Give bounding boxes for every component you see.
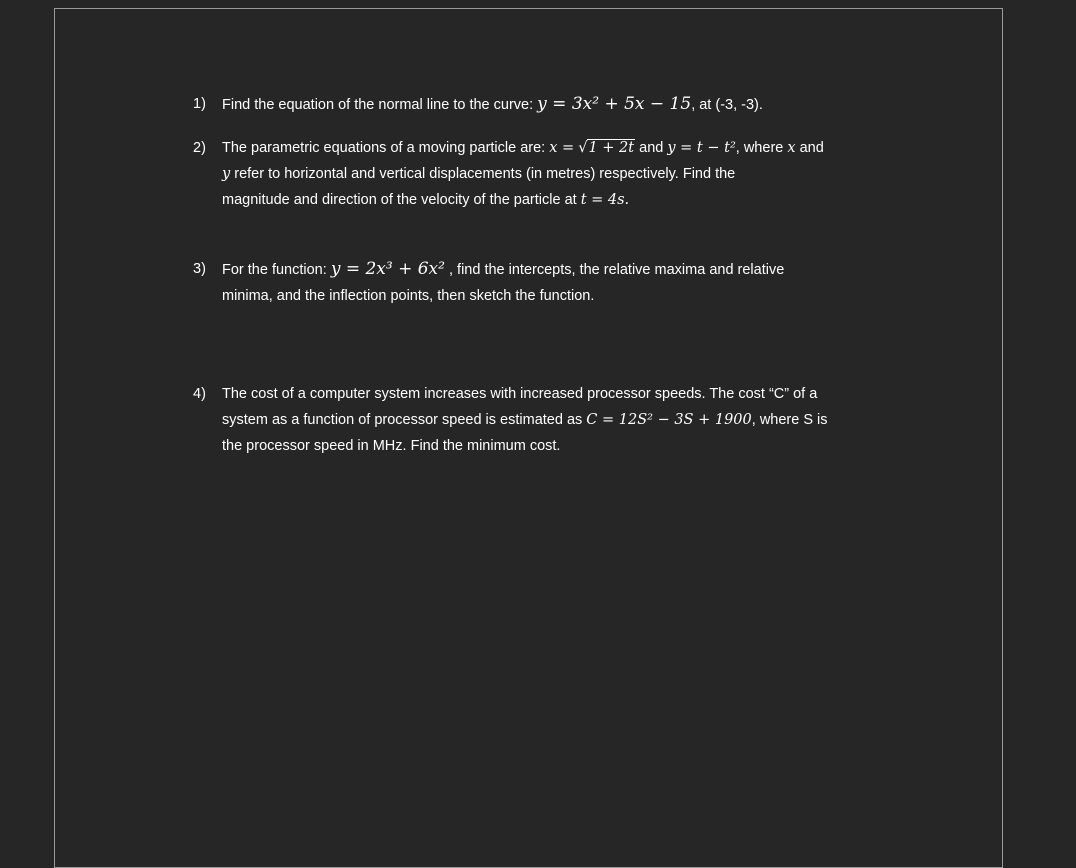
equation-y: y = t − t² [667, 140, 736, 156]
question-text: , find the intercepts, the relative maxima and relative [449, 262, 785, 278]
question-text: The parametric equations of a moving particle are: [222, 140, 546, 156]
question-number: 4) [193, 386, 206, 402]
equation-x: x = [549, 140, 575, 156]
question-number: 1) [193, 96, 206, 112]
question-text: magnitude and direction of the velocity of the particle at [222, 192, 577, 208]
question-text: , where S is [751, 412, 828, 428]
variable-x: x [787, 140, 796, 156]
question-text: and [639, 140, 664, 156]
equation-t: t = 4s. [580, 192, 630, 208]
sqrt-radicand: 1 + 2t [588, 140, 635, 156]
question-number: 2) [193, 140, 206, 156]
question-number: 3) [193, 261, 206, 277]
question-text: minima, and the inflection points, then sketch the function. [222, 288, 595, 304]
question-text: Find the equation of the normal line to the curve: [222, 97, 534, 113]
equation: y = 3x² + 5x − 15 [537, 94, 692, 114]
question-text: , at (-3, -3). [691, 97, 763, 113]
sqrt-symbol: √ [578, 140, 588, 156]
question-text: , where [735, 140, 784, 156]
question-text: the processor speed in MHz. Find the minimum cost. [222, 438, 561, 454]
equation: y = 2x³ + 6x² [330, 259, 445, 279]
question-4 [193, 381, 913, 459]
equation-cost: C = 12S² − 3S + 1900 [586, 412, 752, 428]
question-1 [193, 91, 913, 118]
sqrt-expression [578, 135, 635, 161]
question-2 [193, 135, 913, 213]
question-text: system as a function of processor speed is estimated as [222, 412, 583, 428]
question-text: and [799, 140, 824, 156]
question-text: refer to horizontal and vertical displacements (in metres) respectively. Find the [234, 166, 736, 182]
question-3 [193, 256, 913, 309]
question-text: For the function: [222, 262, 327, 278]
variable-y: y [222, 166, 231, 182]
question-text: The cost of a computer system increases with increased processor speeds. The cost “C” of a [222, 386, 818, 402]
